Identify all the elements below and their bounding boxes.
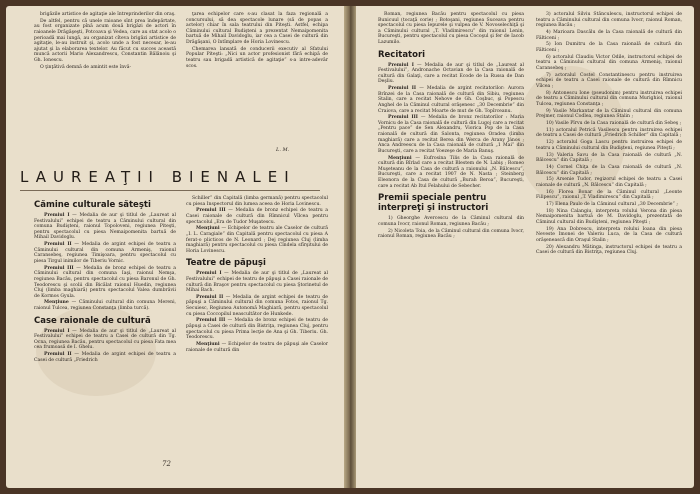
award-lead: Menţiuni (388, 155, 412, 161)
divider-rule (20, 190, 320, 191)
award-entry (186, 342, 328, 353)
page-number: 72 (162, 460, 171, 468)
award-entry (186, 208, 328, 225)
award-entry (186, 226, 328, 254)
award-text: — Medalia de bronz recitatorilor : Maria Vornicu de la Casa raională de cultură din Lugoj care a recitat „Pentru pace” de Sen Alexandru, Viorica Pop de la Casa raională de cultură din Salonta, regiunea Oradea (limba maghiară) care a recitat Berea din Werca de Arany János ; Anca Andreescu de la Casa raională de cultură „1 Mai” din Bucureşti, care a recitat Voezeşe de Maria Banuş. (378, 115, 524, 154)
section-title-case-raionale: Case raionale de cultură (34, 315, 151, 326)
special-prize-entry: 10) Vasile Pîrvu de la Casa raională de cultură din Sebeş ; (546, 121, 682, 126)
award-entry (34, 266, 176, 300)
right-page (356, 6, 694, 488)
intro-paragraph: O ţinţătivă demnă de amintit este învă- (40, 64, 132, 70)
special-prize-entry: 9) Vasile Markantar de la Căminul cultural din comuna Prejmer, raionul Codlea, regiunea Stalin ; (536, 108, 682, 120)
special-prize-entry: 7) actoralul Costel Constantinescu pentru instruirea echipei de teatru a Casei raionale de cultură din Rîmnicu Vîlcea ; (536, 72, 682, 89)
section-title-recitatori: Recitatori (378, 49, 426, 60)
award-text: Schiller” din Capitală (limba germană) pentru spectacolul cu piesa Inspectorul din lumea aceea de Horia Lovinescu. (186, 196, 328, 207)
award-lead: Premiul II (388, 86, 417, 92)
award-lead: Menţiuni (196, 342, 220, 347)
section-band-title: LAUREAŢII BIENALEI (20, 168, 296, 186)
award-entry (34, 329, 176, 351)
special-prize-entry: 19) Ana Dobrescu, interpreta rolului Ioana din piesa Neveste Imonei de Valeriu Luca, de la Casa de cultură orăşenească din Oraşul Stalin ; (536, 226, 682, 243)
award-text: — Medalia de bronz echipei de teatru a Casei raionale de cultură din Rîmnicul Vîlcea pentru spectacolul „Era de Tudor Muşatescu. (186, 208, 328, 225)
award-lead: Menţiuni (196, 226, 220, 232)
award-lead: Premiul III (196, 208, 226, 214)
special-prize-entry: 2) Nicoleta Toia, de la Căminul cultural din comuna Ivocr, raionul Roman, regiunea Bacău ; (378, 228, 524, 240)
special-prize-entry: 14) Cornel Chiţa de la Casa raională de cultură „N. Bălcescu” din Capitală ; (536, 164, 682, 176)
award-text: — Echipelor de teatru de păpuşi ale Caselor raionale de cultură din (186, 342, 328, 353)
right-column-1 (378, 12, 524, 241)
award-text: — Medalia de aur şi titlul de „Laureat al Festivalului”, Andronache Octavian de la Casa raională de cultură din Galaţi, care a recitat Ecode de la Russa de Dan Deşliu. (378, 62, 524, 85)
award-lead: Premiul I (44, 328, 70, 334)
award-entry (186, 318, 328, 340)
award-text: — Medalia de bronz echipei de teatru a Căminului cultural din comuna Iaşi, raionul Nemşa, regiunea Bacău, pentru spectacolul cu piesa Baronul de Gh. Teodorescu şi scolii din Bicălat raionul Huedin, regiunea Cluj (limba maghiară) pentru spectacolul Valea dumbrăvii de Kormos Gyula. (34, 265, 176, 299)
special-prize-entry: 12) actoralul Goga Lascu pentru instruirea echipei de teatru a Căminului cultural din Budişteni, regiunea Piteşti ; (536, 140, 682, 151)
special-prize-entry: 11) actoralul Petrică Vasilescu pentru instruirea echipei de teatru a Casei de cultură „Friedrich Schiller” din Capitală ; (536, 127, 682, 139)
article-signature: L. M. (276, 147, 290, 153)
left-page (6, 6, 344, 488)
book-gutter (344, 6, 356, 488)
award-entry (186, 271, 328, 293)
award-text: — Medalia de argint echipei de teatru a Casei de cultură „Friedrich (34, 352, 177, 363)
special-prize-entry: 1) Gheorghe Avercescu de la Căminul cultural din comuna Ivocr, raionul Roman, regiunea Bacău ; (378, 216, 524, 227)
intro-paragraph: ţarea echipelor care s-au clasat la faza regională a concursului, să dea spectacole lunare (să de popas a actelor) chiar în sala teatrului din Piteşti. Astfel, echipa Căminului cultural Budişteni a prezentat Nemaipomenita bartuă de Mihail Davidoglu, iar cea a Casei de cultură din Drăgăşani, O întîmplare de Horia Lovinescu. (186, 12, 328, 45)
section-title-teatre-papusi: Teatre de păpuşi (186, 258, 266, 269)
intro-column-2 (186, 12, 328, 70)
special-prize-entry: 16) Florea Bonar de la Căminul cultural „Leonte Filipescu”, raionul „T. Vladimirescu” din Capitală ; (536, 189, 682, 201)
award-lead: Premiul I (196, 271, 222, 277)
right-column-2 (536, 12, 682, 257)
award-text: — Medalia de bronz echipei de teatru de păpuşi a Casei de cultură din Bistriţa, regiunea Cluj, pentru spectacolul cu piesa Prima lecţie de Ana şi Gh. Tiberiu. Gh. Teodorescu. (186, 318, 328, 341)
award-lead: Premiul II (44, 242, 72, 248)
special-prize-entry: 5) Ion Dumitru de la Casa raională de cultură din Fălticeni ; (536, 42, 682, 53)
special-prize-entry: 6) actoralul Claudiu Victor Odile, instructorul echipei de teatru a Căminului cultural din comuna Armeniş, raionul Caransebeş ; (536, 54, 682, 71)
award-lead: Premiul II (196, 294, 224, 300)
award-lead: Premiul III (44, 265, 74, 271)
award-entry (34, 242, 176, 264)
award-lead: Menţiune (44, 300, 69, 306)
intro-paragraph: Chemarea lansată de conducerii executiv al Sfatului Popular Piteşti: „Nici un actor profesionist fără echipă de teatru sau brigadă artistică de agitaţie” s-a intre-adevăr scos. (186, 46, 328, 69)
intro-column-1 (34, 12, 176, 72)
award-text: — Medalia de aur şi titlul de „Laureat al Festivalului” echipei de teatru a Căminului cultural din comuna Budişteni, raionul Topoloveni, regiunea Piteşti, pentru spectacolul cu piesa Nemaipomenita bartuă de Mihail Davidoglu. (34, 213, 176, 241)
intro-paragraph: brigăzile artistice de agitaţie ale întreprinderilor din oraş. (40, 12, 176, 17)
special-prize-entry: 13) Valeria Savu de la Casa raională de cultură „N. Bălcescu” din Capitală ; (536, 152, 682, 164)
section-title-camine: Cămine culturale săteşti (34, 200, 151, 210)
special-prize-entry: 17) Elena Paulo de la Căminul cultural „30 Decembrie” ; (546, 202, 678, 208)
award-entry (34, 300, 176, 311)
award-lead: Premiul III (388, 115, 418, 121)
award-text: — Medalia de aur şi titlul de „Laureat al Festivalului” echipei de teatru a Casei de cultură din Tg. Ocna, regiunea Bacău, pentru spectacolul cu piesa Fata mea cea frumoasă de I. Ghelu. (34, 328, 176, 351)
award-text: — Eufrosina Tilis de la Casa raională de cultură din Bîrlad care a recitat Blestem de N. Labiş ; Romeo Muşeteanu de la Casa de cultură a raionului „N. Bălcescu”, Bucureşti, care a recitat 1907 de N. Nasta ; Steinberg Eleonora de la Casa de cultură „Burah Beroa”, Bucureşti, care a recitat Ab Itul Felahului de Sebecher. (378, 155, 524, 189)
award-lead: Premiul I (44, 213, 70, 218)
award-entry (34, 213, 176, 241)
awards-column-1 (34, 196, 176, 365)
award-lead: Premiul III (196, 318, 226, 324)
intro-paragraph: De altfel, pentru că unele raioane sînt prea îndepărtate, au fost organizate pînă acum două brigăzi de actori în raioanele Drăgăşeşti, Potcoava şi Vedea, care au stat acolo o perioadă mai lungă, au organizat cîteva brigăzi artistice de agitaţie, le-au instruit şi, acolo unde a fost necesar, le-au ajutat şi la elaborarea textelor. Au făcut cu succes această muncă actorii Mario Alexandrescu, Constantin Bălănoiu şi Gh. Ionescu. (34, 18, 176, 63)
award-text: — Medalia de aur şi titlul de „Laureat al Festivalului” echipei de teatru de păpuşi a Casei raionale de cultură din Braşov pentru spectacolul cu piesa Ştorinetul de Mihai Bach. (186, 271, 328, 294)
award-entry (378, 86, 524, 114)
awards-column-2 (186, 196, 328, 354)
award-text: — Medalia de argint recitatorilor: Aurora Brînzei de la Casa raională de cultură din Sibiu, regiunea Stalin, care a recitat Nehove de Gh. Coşbuc, şi Popescu Anghel de la Căminul cultural orăşenesc „30 Decembrie” din Craiova, care a recitat Moarte de mut de Gh. Topîrceanu. (378, 86, 525, 114)
award-text: — Căminului cultural din comuna Mereni, raionul Tulcea, regiunea Constanţa (limba turcă). (34, 300, 176, 312)
award-entry (378, 63, 524, 85)
award-entry (186, 196, 328, 207)
special-prize-entry: 4) Marioara Dascălu de la Casa raională de cultură din Fălticeni ; (536, 29, 682, 41)
award-entry (378, 115, 524, 154)
special-prize-entry: 8) Antonescu Ione (pseudonim) pentru instruirea echipei de teatru a Căminului cultural din comuna Murighiol, raionul Tulcea, regiunea Constanţa ; (536, 90, 682, 107)
award-entry (378, 156, 524, 190)
award-text: — Medalia de argint echipei de teatru de păpuşi a Căminului cultural din comuna Fotos, raionul Tg. Secuiesc, Regiunea Autonomă Maghiară, pentru spectacolul cu piesa Coccopilul neascultător de Hunkede. (186, 294, 329, 317)
special-prize-entry: 3) actoralul Silviu Stănculescu, instructorul echipei de teatru a Căminului cultural din comuna Ivocr, raionul Roman, regiunea Bacău ; (536, 12, 682, 29)
special-prize-entry: 18) Nina Calangiu, interpreta rolului Verona din piesa Nemaipomenita bartuă de M. Davidoglu, prezentată de Căminul cultural din Budişteni, regiunea Piteşti ; (536, 208, 682, 225)
special-prize-entry: 15) Arsenie Tudor, regizorul echipei de teatru a Casei raionale de cultură „N. Bălcescu” din Capitală ; (536, 177, 682, 188)
award-lead: Premiul I (388, 62, 414, 68)
special-prize-entry: 20) Alexandru Mătinga, instructorul echipei de teatru a Casei de cultură din Bistriţa, regiunea Cluj. (536, 244, 682, 256)
award-entry: Roman, regiunea Bacău pentru spectacolul cu piesa Bunicuul (tocaţă corie) ; Botoşani, regiunea Suceava pentru spectacolul cu piesa Iepurele şi vulpea de V. Novoselechiţă şi a Căminului cultural „T. Vladimirescu” din raionul Lenin, Bucureşti, pentru spectacolul cu piesa Cocoşul şi fer de Iacob Lazumilo. (378, 12, 524, 45)
award-entry (34, 352, 176, 363)
award-text: — Echipelor de teatru ale Caselor de cultură „I. L. Caragiale” din Capitală pentru spectacolul cu piesa A ferat-o plicticos de N. Leonard ; Dej regiunea Cluj (limba maghiară) pentru spectacolul cu piesa Cîndela sfîrşitului de Horia Lovinescu. (186, 226, 329, 254)
section-title-premii-speciale: Premii speciale pentru interpreţi şi instructori (378, 193, 489, 214)
award-text: — Medalia de argint echipei de teatru a Căminului cultural din comuna Armeniş, raionul Caransebeş, regiunea Timişoara, pentru spectacolul cu piesa Tirgul inimilor de Tiberiu Vornic. (34, 242, 177, 264)
award-lead: Premiul II (44, 352, 72, 358)
award-entry (186, 295, 328, 317)
